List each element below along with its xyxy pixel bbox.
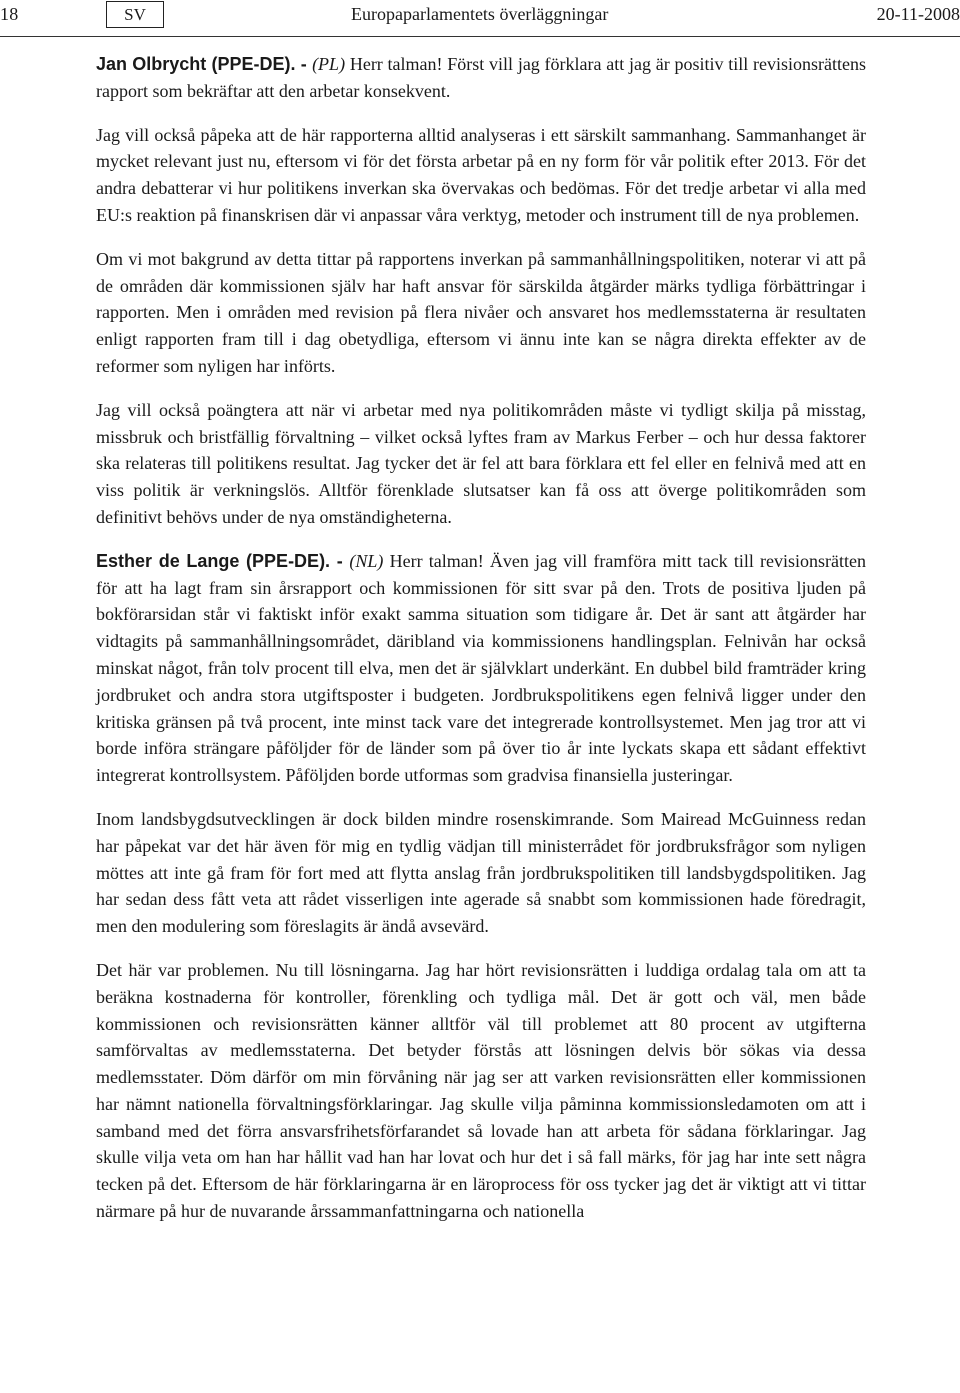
- paragraph: [96, 122, 866, 229]
- paragraph-text: Jag vill också poängtera att när vi arbetar med nya politikområden måste vi tydligt skilja på misstag, missbruk och bristfällig förvaltning – vilket också lyftes fram av Markus Ferber – och hur dessa faktorer ska relateras till politikens resultat. Jag tycker det är fel att bara förklara ett fel eller en felnivå med att en viss politik är verkningslös. Alltför förenklade slutsatser kan få oss att överge politikområden som definitivt behövs under de nya omständigheterna.: [96, 399, 866, 527]
- speaker-name: Esther de Lange (PPE-DE). -: [96, 550, 350, 571]
- document-date: 20-11-2008: [876, 4, 960, 24]
- language-code: (NL): [349, 550, 384, 571]
- paragraph: [96, 806, 866, 940]
- paragraph-text: Om vi mot bakgrund av detta tittar på rapportens inverkan på sammanhållningspolitiken, noterar vi att på de områden där kommissionen själv har haft ansvar för särskilda åtgärder märks tydliga förbättringar i rapporten. Men i områden med revision på flera nivåer och ansvaret hos medlemsstaterna är resultaten enligt rapporten fram till i dag obetydliga, eftersom vi ännu inte kan se några direkta effekter av de reformer som nyligen har införts.: [96, 248, 866, 376]
- paragraph-text: Det här var problemen. Nu till lösningarna. Jag har hört revisionsrätten i luddiga ordalag tala om att ta beräkna kostnaderna för kontroller, förenkling och tydliga mål. Det är gott och väl, men både kommissionen och revisionsrätten känner alltför väl till problemet att 80 procent av utgifterna samförvaltas av medlemsstaterna. Det betyder förstås att lösningen delvis bör sökas via dessa medlemsstater. Döm därför om min förvåning när jag ser att varken revisionsrätten eller kommissionen har nämnt nationella förvaltningsförklaringar. Jag skulle vilja påminna kommissionsledamoten om att i samband med det förra ansvarsfrihetsförfarandet så lovade han att arbeta för sådana förklaringar. Jag skulle vilja veta om han har hållit vad han har lovat och hur det i så fall märks, för jag har inte sett några tecken på det. Eftersom de här förklaringarna är en läroprocess för oss tycker jag det är viktigt att vi tittar närmare på hur de nuvarande årssammanfattningarna och nationella: [96, 959, 866, 1222]
- document-title: Europaparlamentets överläggningar: [351, 4, 609, 24]
- paragraph-text: Herr talman! Först vill jag förklara att jag är positiv till revisionsrättens rapport som bekräftar att den arbetar konsekvent.: [96, 54, 867, 101]
- page-header: [0, 0, 960, 40]
- paragraph: [96, 397, 866, 531]
- language-label: SV: [106, 1, 164, 28]
- paragraph-text: Inom landsbygdsutvecklingen är dock bilden mindre rosenskimrande. Som Mairead McGuinness redan har påpekat var det här även för mig en tydlig vädjan till ministerrådet för jordbruksfrågor som nyligen möttes att inte gå fram för fort med att flytta anslag från jordbrukspolitiken till landsbygdspolitiken. Jag har sedan dess fått veta att rådet visserligen inte agerade så snabbt som kommissionen hade föredragit, men den modulering som föreslagits är ändå avsevärd.: [96, 808, 866, 937]
- paragraph-speech-de-lange: [96, 548, 866, 789]
- document-body: [96, 51, 866, 1242]
- header-divider: [0, 36, 960, 37]
- paragraph: [96, 246, 866, 380]
- paragraph-text: Jag vill också påpeka att de här rapporterna alltid analyseras i ett särskilt sammanhang. Sammanhanget är mycket relevant just nu, eftersom vi för det första arbetar på en ny form för vår politik efter 2013. För det andra debatterar vi hur politikens inverkan ska övervakas och bedömas. För det tredje arbetar vi alla med EU:s reaktion på finanskrisen där vi anpassar våra verktyg, metoder och instrument till de nya problemen.: [96, 124, 866, 225]
- paragraph: [96, 957, 866, 1225]
- page-number: 18: [0, 4, 19, 24]
- paragraph-text: Herr talman! Även jag vill framföra mitt tack till revisionsrätten för att ha lagt fram sin årsrapport och kommissionen för sitt svar på den. Trots de positiva ljuden på bokförarsidan står vi faktiskt inför exakt samma situation som tidigare år. Det är sant att åtgärder har vidtagits på sammanhållningsområdet, däribland via kommissionens handlingsplan. Felnivån har också minskat något, från tolv procent till elva, men det är självklart underkänt. En dubbel bild framträder kring jordbruket och andra stora utgiftsposter i budgeten. Jordbrukspolitikens egen felnivå ligger under den kritiska gränsen på två procent, inte minst tack vare det integrerade kontrollsystemet. Men jag tror att vi borde införa strängare påföljder för de länder som på över tio år inte lyckats skapa ett sådant effektivt integrerat kontrollsystem. Påföljden borde utformas som gradvisa finansiella justeringar.: [96, 550, 866, 786]
- paragraph-speech-olbrycht: [96, 51, 866, 105]
- language-code: (PL): [312, 54, 346, 74]
- speaker-name: Jan Olbrycht (PPE-DE). -: [96, 54, 313, 74]
